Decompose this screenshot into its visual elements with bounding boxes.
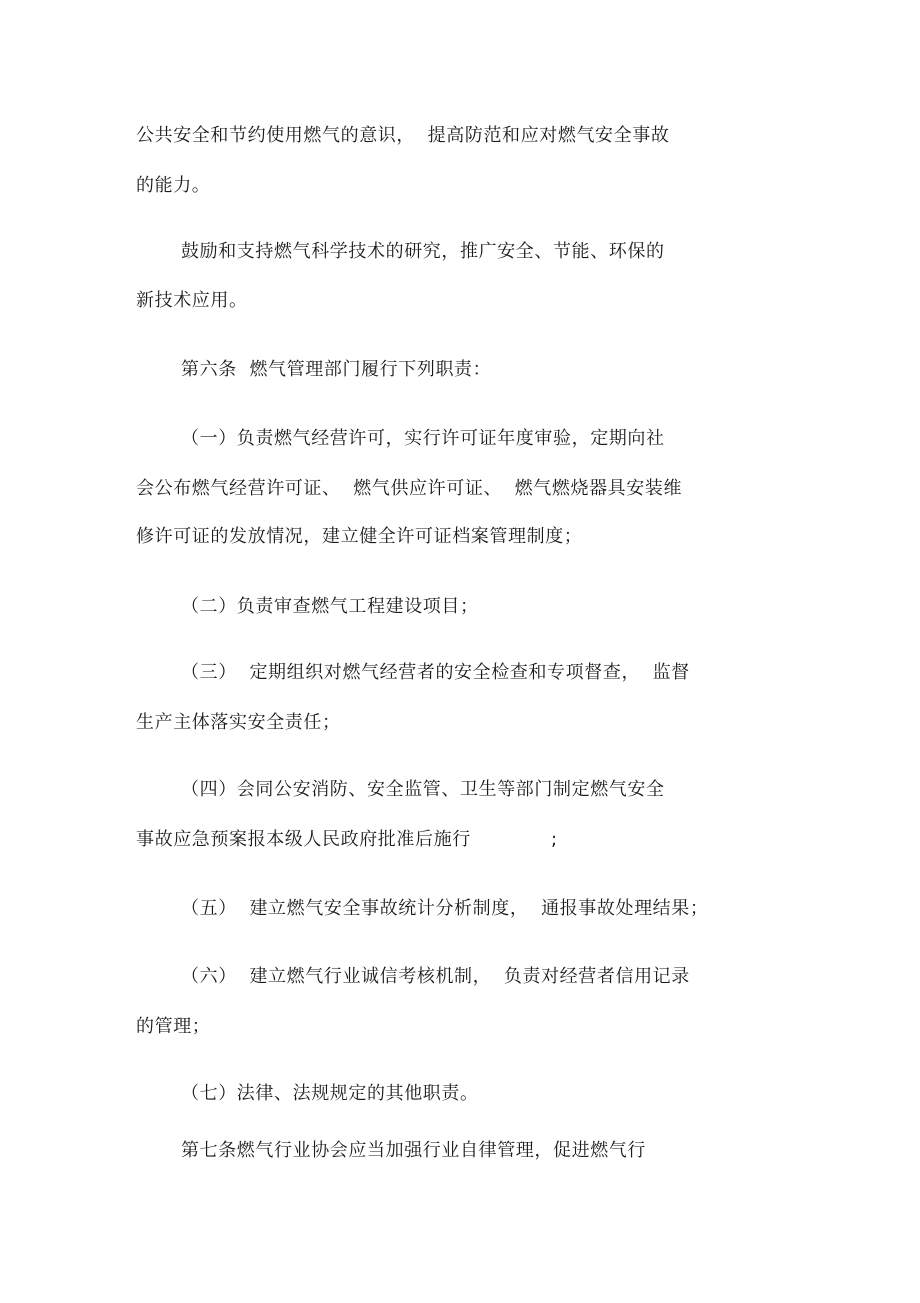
section-heading: 第七条燃气行业协会应当加强行业自律管理，促进燃气行: [181, 1140, 646, 1161]
text-line: 公共安全和节约使用燃气的意识， 提高防范和应对燃气安全事故: [136, 125, 670, 146]
text-line: 的能力。: [136, 175, 211, 196]
text-line: （二）负责审查燃气工程建设项目；: [181, 596, 479, 617]
text-line: （三） 定期组织对燃气经营者的安全检查和专项督查， 监督: [181, 662, 690, 683]
text-line: （一）负责燃气经营许可，实行许可证年度审验，定期向社: [181, 428, 665, 449]
text-line: 鼓励和支持燃气科学技术的研究，推广安全、节能、环保的: [181, 241, 665, 262]
text-line: （五） 建立燃气安全事故统计分析制度， 通报事故处理结果；: [181, 898, 709, 919]
text-line: 修许可证的发放情况，建立健全许可证档案管理制度；: [136, 526, 583, 547]
text-line: （六） 建立燃气行业诚信考核机制， 负责对经营者信用记录: [181, 966, 690, 987]
text-line: 的管理；: [136, 1016, 211, 1037]
text-line: ;: [551, 829, 558, 850]
text-line: 生产主体落实安全责任；: [136, 712, 341, 733]
text-line: 会公布燃气经营许可证、 燃气供应许可证、 燃气燃烧器具安装维: [136, 478, 683, 499]
text-line: （七）法律、法规规定的其他职责。: [181, 1083, 479, 1104]
text-line: （四）会同公安消防、安全监管、卫生等部门制定燃气安全: [181, 779, 665, 800]
text-line: 事故应急预案报本级人民政府批准后施行: [136, 829, 471, 850]
section-heading: 第六条 燃气管理部门履行下列职责：: [181, 359, 492, 380]
text-line: 新技术应用。: [136, 290, 248, 311]
